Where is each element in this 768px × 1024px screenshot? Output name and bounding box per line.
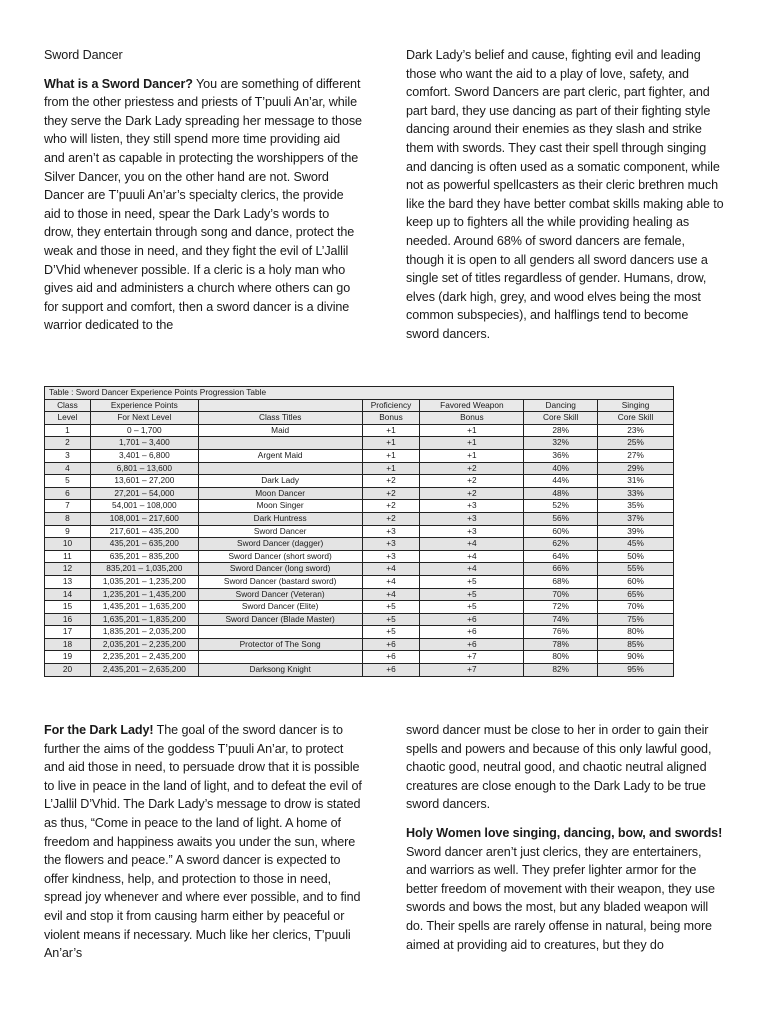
cell-favored-weapon: +4: [420, 550, 524, 563]
cell-dancing: 66%: [524, 563, 598, 576]
cell-singing: 37%: [598, 512, 674, 525]
cell-favored-weapon: +3: [420, 512, 524, 525]
table-row: [45, 613, 674, 626]
cell-dancing: 76%: [524, 626, 598, 639]
cell-favored-weapon: +2: [420, 487, 524, 500]
cell-title: Protector of The Song: [198, 638, 362, 651]
table-row: [45, 437, 674, 450]
cell-level: 20: [45, 664, 91, 677]
cell-title: Moon Dancer: [198, 487, 362, 500]
cell-level: 2: [45, 437, 91, 450]
cell-proficiency: +2: [362, 500, 420, 513]
holy-women-lead: Holy Women love singing, dancing, bow, and swords!: [406, 825, 723, 840]
cell-experience: 13,601 – 27,200: [90, 475, 198, 488]
cell-level: 1: [45, 424, 91, 437]
cell-favored-weapon: +4: [420, 538, 524, 551]
table-row: [45, 525, 674, 538]
cell-experience: 1,835,201 – 2,035,200: [90, 626, 198, 639]
cell-level: 10: [45, 538, 91, 551]
header-cell-dancing: Core Skill: [524, 412, 598, 425]
cell-experience: 635,201 – 835,200: [90, 550, 198, 563]
cell-singing: 50%: [598, 550, 674, 563]
cell-proficiency: +3: [362, 538, 420, 551]
cell-favored-weapon: +3: [420, 500, 524, 513]
cell-proficiency: +3: [362, 550, 420, 563]
table-header-row: [45, 412, 674, 425]
cell-proficiency: +6: [362, 638, 420, 651]
table-row: [45, 626, 674, 639]
cell-singing: 65%: [598, 588, 674, 601]
cell-dancing: 78%: [524, 638, 598, 651]
header-cell-experience: For Next Level: [90, 412, 198, 425]
cell-level: 4: [45, 462, 91, 475]
cell-favored-weapon: +6: [420, 638, 524, 651]
cell-experience: 217,601 – 435,200: [90, 525, 198, 538]
table-row: [45, 449, 674, 462]
header-cell-title: [198, 399, 362, 412]
cell-singing: 60%: [598, 575, 674, 588]
table-row: [45, 563, 674, 576]
cell-dancing: 36%: [524, 449, 598, 462]
cell-experience: 3,401 – 6,800: [90, 449, 198, 462]
cell-title: Sword Dancer (bastard sword): [198, 575, 362, 588]
cell-level: 13: [45, 575, 91, 588]
cell-level: 19: [45, 651, 91, 664]
cell-title: Sword Dancer (dagger): [198, 538, 362, 551]
column-bottom-right: [406, 721, 724, 964]
cell-dancing: 48%: [524, 487, 598, 500]
cell-singing: 85%: [598, 638, 674, 651]
column-bottom-left: [44, 721, 362, 973]
cell-proficiency: +4: [362, 575, 420, 588]
cell-experience: 1,701 – 3,400: [90, 437, 198, 450]
cell-proficiency: +1: [362, 424, 420, 437]
header-cell-favored-weapon: Favored Weapon: [420, 399, 524, 412]
header-cell-favored-weapon: Bonus: [420, 412, 524, 425]
cell-title: Sword Dancer (short sword): [198, 550, 362, 563]
cell-experience: 2,235,201 – 2,435,200: [90, 651, 198, 664]
cell-dancing: 64%: [524, 550, 598, 563]
cell-favored-weapon: +3: [420, 525, 524, 538]
cell-title: Sword Dancer: [198, 525, 362, 538]
cell-singing: 31%: [598, 475, 674, 488]
cell-favored-weapon: +2: [420, 475, 524, 488]
cell-level: 14: [45, 588, 91, 601]
cell-title: [198, 626, 362, 639]
cell-favored-weapon: +1: [420, 424, 524, 437]
table-row: [45, 550, 674, 563]
cell-favored-weapon: +5: [420, 588, 524, 601]
header-cell-level: Level: [45, 412, 91, 425]
table-row: [45, 575, 674, 588]
dark-lady-lead: For the Dark Lady!: [44, 723, 154, 737]
cell-title: Dark Lady: [198, 475, 362, 488]
header-cell-proficiency: Bonus: [362, 412, 420, 425]
cell-proficiency: +5: [362, 626, 420, 639]
cell-singing: 23%: [598, 424, 674, 437]
cell-experience: 1,035,201 – 1,235,200: [90, 575, 198, 588]
cell-favored-weapon: +1: [420, 449, 524, 462]
dark-lady-body-right: sword dancer must be close to her in order to gain their spells and powers and because of this only lawful good, chaotic good, neutral good, and chaotic neutral aligned creatures are close enough to the Dark Lady to be true sword dancers.: [406, 723, 712, 812]
column-top-right: [406, 46, 724, 354]
cell-favored-weapon: +7: [420, 664, 524, 677]
table-row: [45, 538, 674, 551]
cell-dancing: 60%: [524, 525, 598, 538]
intro-paragraph: [44, 75, 362, 335]
cell-dancing: 74%: [524, 613, 598, 626]
cell-singing: 75%: [598, 613, 674, 626]
cell-level: 16: [45, 613, 91, 626]
header-cell-dancing: Dancing: [524, 399, 598, 412]
cell-title: Maid: [198, 424, 362, 437]
cell-singing: 45%: [598, 538, 674, 551]
header-cell-title: Class Titles: [198, 412, 362, 425]
cell-singing: 25%: [598, 437, 674, 450]
cell-dancing: 44%: [524, 475, 598, 488]
cell-singing: 55%: [598, 563, 674, 576]
cell-experience: 835,201 – 1,035,200: [90, 563, 198, 576]
cell-dancing: 70%: [524, 588, 598, 601]
cell-dancing: 72%: [524, 601, 598, 614]
cell-dancing: 56%: [524, 512, 598, 525]
table-caption-row: [45, 387, 674, 400]
cell-proficiency: +2: [362, 512, 420, 525]
header-cell-level: Class: [45, 399, 91, 412]
cell-favored-weapon: +5: [420, 601, 524, 614]
cell-experience: 2,435,201 – 2,635,200: [90, 664, 198, 677]
cell-title: Sword Dancer (Blade Master): [198, 613, 362, 626]
cell-experience: 2,035,201 – 2,235,200: [90, 638, 198, 651]
cell-dancing: 40%: [524, 462, 598, 475]
cell-title: [198, 462, 362, 475]
cell-proficiency: +4: [362, 563, 420, 576]
cell-dancing: 28%: [524, 424, 598, 437]
cell-singing: 35%: [598, 500, 674, 513]
cell-level: 3: [45, 449, 91, 462]
table-row: [45, 424, 674, 437]
cell-title: Sword Dancer (Veteran): [198, 588, 362, 601]
cell-favored-weapon: +6: [420, 613, 524, 626]
header-cell-proficiency: Proficiency: [362, 399, 420, 412]
cell-singing: 80%: [598, 626, 674, 639]
cell-favored-weapon: +2: [420, 462, 524, 475]
cell-level: 11: [45, 550, 91, 563]
cell-proficiency: +6: [362, 651, 420, 664]
table-row: [45, 462, 674, 475]
cell-experience: 1,635,201 – 1,835,200: [90, 613, 198, 626]
cell-favored-weapon: +5: [420, 575, 524, 588]
cell-experience: 1,435,201 – 1,635,200: [90, 601, 198, 614]
cell-proficiency: +6: [362, 664, 420, 677]
cell-level: 7: [45, 500, 91, 513]
cell-proficiency: +1: [362, 449, 420, 462]
cell-title: Dark Huntress: [198, 512, 362, 525]
cell-title: Argent Maid: [198, 449, 362, 462]
cell-singing: 33%: [598, 487, 674, 500]
page-heading: Sword Dancer: [44, 48, 123, 62]
cell-title: [198, 437, 362, 450]
header-cell-singing: Singing: [598, 399, 674, 412]
header-cell-singing: Core Skill: [598, 412, 674, 425]
dark-lady-paragraph: [44, 721, 362, 963]
cell-favored-weapon: +6: [420, 626, 524, 639]
cell-experience: 108,001 – 217,600: [90, 512, 198, 525]
cell-title: Darksong Knight: [198, 664, 362, 677]
table-row: [45, 601, 674, 614]
intro-body-right: Dark Lady’s belief and cause, fighting evil and leading those who want the aid to a play of love, safety, and comfort. Sword Dancers are part cleric, part fighter, and part bard, they use dancing as part of their fighting style dancing around their enemies as they slash and strike them with swords. They cast their spell through singing and dancing is often used as a somatic component, while not as powerful spellcasters as their cleric brethren much like the bard they have better combat skills making able to keep up to fighters all the while providing healing as needed. Around 68% of sword dancers are female, though it is open to all genders all sword dancers use a single set of titles regardless of gender. Humans, drow, elves (dark high, grey, and wood elves being the most common subspecies), and halflings tend to become sword dancers.: [406, 48, 724, 341]
table-row: [45, 664, 674, 677]
table-caption: Table : Sword Dancer Experience Points Progression Table: [45, 387, 674, 400]
table-row: [45, 475, 674, 488]
cell-level: 15: [45, 601, 91, 614]
cell-experience: 54,001 – 108,000: [90, 500, 198, 513]
table-row: [45, 512, 674, 525]
cell-title: Moon Singer: [198, 500, 362, 513]
cell-level: 9: [45, 525, 91, 538]
cell-proficiency: +2: [362, 487, 420, 500]
cell-proficiency: +2: [362, 475, 420, 488]
table-row: [45, 500, 674, 513]
experience-points-table: [44, 386, 674, 677]
table-header-row: [45, 399, 674, 412]
column-top-left: [44, 46, 362, 345]
cell-singing: 95%: [598, 664, 674, 677]
cell-proficiency: +5: [362, 601, 420, 614]
cell-experience: 0 – 1,700: [90, 424, 198, 437]
dark-lady-body-left: The goal of the sword dancer is to further the aims of the goddess T’puuli An’ar, to protect and aid those in need, to persuade drow that it is possible to live in peace in the land of light, and to defeat the evil of L’Jallil D’Vhid. The Dark Lady’s message to drow is stated as thus, “Come in peace to the land of light. A home of freedom and happiness awaits you under the sun, where the flowers and peace.” A sword dancer is expected to offer kindness, help, and protection to those in need, spread joy whenever and where ever possible, and to find evil and stop it from causing harm either by peaceful or violent means if necessary. Much like her clerics, T’puuli An’ar’s: [44, 723, 362, 961]
cell-singing: 70%: [598, 601, 674, 614]
cell-dancing: 82%: [524, 664, 598, 677]
cell-title: [198, 651, 362, 664]
cell-dancing: 62%: [524, 538, 598, 551]
cell-proficiency: +3: [362, 525, 420, 538]
intro-lead: What is a Sword Dancer?: [44, 76, 193, 91]
cell-dancing: 32%: [524, 437, 598, 450]
cell-experience: 435,201 – 635,200: [90, 538, 198, 551]
table-row: [45, 638, 674, 651]
cell-dancing: 52%: [524, 500, 598, 513]
cell-proficiency: +4: [362, 588, 420, 601]
cell-proficiency: +5: [362, 613, 420, 626]
cell-singing: 27%: [598, 449, 674, 462]
cell-level: 8: [45, 512, 91, 525]
cell-experience: 1,235,201 – 1,435,200: [90, 588, 198, 601]
cell-singing: 39%: [598, 525, 674, 538]
cell-experience: 27,201 – 54,000: [90, 487, 198, 500]
cell-level: 5: [45, 475, 91, 488]
cell-favored-weapon: +1: [420, 437, 524, 450]
cell-singing: 90%: [598, 651, 674, 664]
cell-dancing: 68%: [524, 575, 598, 588]
cell-title: Sword Dancer (Elite): [198, 601, 362, 614]
table-row: [45, 651, 674, 664]
cell-singing: 29%: [598, 462, 674, 475]
cell-title: Sword Dancer (long sword): [198, 563, 362, 576]
intro-body-left: You are something of different from the other priestess and priests of T’puuli An’ar, while they serve the Dark Lady spreading her message to those who will listen, they still spend more time providing aid and aren’t as capable in protecting the worshippers of the Silver Dancer, you on the other hand are not. Sword Dancer are T’puuli An’ar’s specialty clerics, the provide aid to those in need, spear the Dark Lady’s words to drow, they entertain through song and dance, protect the weak and those in need, and they fight the evil of L’Jallil D’Vhid whenever possible. If a cleric is a holy man who gives aid and administers a church where others can go for support and comfort, then a sword dancer is a divine warrior dedicated to the: [44, 76, 362, 333]
cell-level: 12: [45, 563, 91, 576]
cell-level: 6: [45, 487, 91, 500]
cell-level: 17: [45, 626, 91, 639]
cell-favored-weapon: +4: [420, 563, 524, 576]
cell-dancing: 80%: [524, 651, 598, 664]
cell-level: 18: [45, 638, 91, 651]
table-row: [45, 588, 674, 601]
cell-experience: 6,801 – 13,600: [90, 462, 198, 475]
holy-women-paragraph: [406, 824, 724, 954]
holy-women-body: Sword dancer aren’t just clerics, they are entertainers, and warriors as well. They prefer lighter armor for the better freedom of movement with their weapon, they use swords and bows the most, but any bladed weapon will do. Their spells are rarely offense in natural, being more aimed at providing aid to creatures, but they do: [406, 844, 715, 952]
cell-proficiency: +1: [362, 462, 420, 475]
table-row: [45, 487, 674, 500]
header-cell-experience: Experience Points: [90, 399, 198, 412]
cell-proficiency: +1: [362, 437, 420, 450]
cell-favored-weapon: +7: [420, 651, 524, 664]
